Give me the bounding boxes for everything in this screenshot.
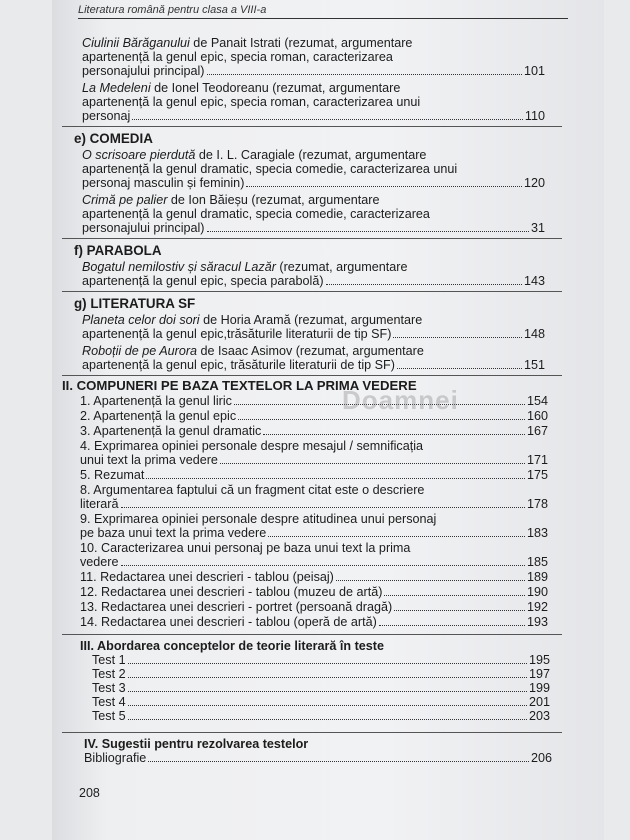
toc-line	[82, 327, 545, 341]
toc-line-text: pe baza unui text la prima vedere	[80, 526, 267, 540]
toc-line	[92, 709, 550, 723]
toc-line: 9. Exprimarea opiniei personale despre atitudinea unui personaj	[80, 512, 437, 526]
toc-line-text: literară	[80, 497, 119, 511]
page-number: 208	[79, 786, 100, 800]
toc-line-text: apartenență la genul epic, trăsăturile literaturii de tip SF)	[82, 358, 395, 372]
dot-leader	[128, 682, 527, 692]
page-ref: 192	[526, 600, 548, 614]
page-ref: 160	[526, 409, 548, 423]
toc-line: 8. Argumentarea faptului că un fragment citat este o descriere	[80, 483, 425, 497]
toc-line-text: apartenență la genul epic,trăsăturile literaturii de tip SF)	[82, 327, 392, 341]
toc-line	[84, 751, 552, 765]
toc-line	[92, 667, 550, 681]
toc-line-text: Test 1	[92, 653, 126, 667]
page-ref: 190	[526, 585, 548, 599]
toc-line	[82, 176, 545, 190]
toc-line	[80, 570, 548, 584]
work-title: Bogatul nemilostiv și săracul Lazăr	[82, 260, 276, 274]
toc-line	[82, 260, 604, 274]
toc-entry	[52, 394, 604, 408]
toc-entry	[52, 615, 604, 629]
toc-entry	[52, 424, 604, 438]
running-header: Literatura română pentru clasa a VIII-a	[78, 4, 568, 19]
author-text: (rezumat, argumentare	[275, 260, 408, 274]
toc-line	[92, 695, 550, 709]
toc-entry	[52, 468, 604, 482]
toc-line-text: vedere	[80, 555, 119, 569]
dot-leader	[246, 177, 522, 187]
page-ref: 171	[526, 453, 548, 467]
page-ref: 101	[523, 64, 545, 78]
toc-line	[80, 409, 548, 423]
table-of-contents	[52, 36, 604, 765]
section-heading-block	[52, 131, 604, 146]
section-heading: III. Abordarea conceptelor de teorie literară în teste	[80, 639, 384, 653]
dot-leader	[393, 328, 522, 338]
toc-line	[92, 653, 550, 667]
author-text: de Panait Istrati (rezumat, argumentare	[189, 36, 413, 50]
dot-leader	[263, 425, 525, 435]
section-heading-block	[52, 378, 604, 393]
dot-leader	[121, 556, 525, 566]
page-ref: 148	[523, 327, 545, 341]
toc-line	[80, 600, 548, 614]
toc-line	[82, 109, 545, 123]
section-divider	[62, 238, 562, 239]
toc-entry	[52, 409, 604, 423]
work-title: Crimă pe palier	[82, 193, 168, 207]
toc-line-text: 13. Redactarea unei descrieri - portret (persoană dragă)	[80, 600, 393, 614]
toc-line	[92, 681, 550, 695]
page-ref: 151	[523, 358, 545, 372]
dot-leader	[132, 110, 523, 120]
page-ref: 193	[526, 615, 548, 629]
page-ref: 195	[528, 653, 550, 667]
page-ref: 31	[530, 221, 545, 235]
watermark: Doamnei	[342, 385, 459, 415]
toc-line-text: personajului principal)	[82, 64, 205, 78]
toc-line	[82, 313, 604, 327]
work-title: O scrisoare pierdută	[82, 148, 196, 162]
section-divider	[62, 291, 562, 292]
toc-line	[82, 36, 604, 50]
work-title: Planeta celor doi sori	[82, 313, 200, 327]
toc-line	[80, 615, 548, 629]
book-page	[52, 0, 604, 840]
section-heading: II. COMPUNERI PE BAZA TEXTELOR LA PRIMA VEDERE	[62, 378, 417, 393]
dot-leader	[394, 601, 525, 611]
author-text: de Ion Băieșu (rezumat, argumentare	[167, 193, 380, 207]
author-text: de Ionel Teodoreanu (rezumat, argumentare	[150, 81, 401, 95]
toc-line-text: 1. Apartenență la genul liric	[80, 394, 232, 408]
page-ref: 167	[526, 424, 548, 438]
dot-leader	[326, 275, 522, 285]
toc-line-text: unui text la prima vedere	[80, 453, 218, 467]
toc-line: apartenență la genul dramatic, specia comedie, caracterizarea	[82, 207, 430, 221]
page-ref: 178	[526, 497, 548, 511]
page-ref: 185	[526, 555, 548, 569]
page-ref: 154	[526, 394, 548, 408]
toc-line: apartenență la genul epic, specia roman, caracterizarea unui	[82, 95, 421, 109]
dot-leader	[128, 696, 527, 706]
toc-entry	[52, 148, 604, 190]
section-divider	[62, 732, 562, 733]
dot-leader	[146, 469, 525, 479]
section-heading-block	[52, 296, 604, 311]
toc-entry	[52, 439, 604, 467]
section-heading: e) COMEDIA	[74, 131, 153, 146]
dot-leader	[384, 586, 525, 596]
toc-line	[80, 453, 548, 467]
toc-line	[80, 468, 548, 482]
page-ref: 197	[528, 667, 550, 681]
page-ref: 199	[528, 681, 550, 695]
page-ref: 203	[528, 709, 550, 723]
toc-entry	[52, 600, 604, 614]
toc-line	[82, 274, 545, 288]
toc-line: apartenență la genul epic, specia roman, caracterizarea	[82, 50, 393, 64]
page-ref: 183	[526, 526, 548, 540]
toc-line	[82, 64, 545, 78]
section-heading-block	[52, 243, 604, 258]
section-heading: IV. Sugestii pentru rezolvarea testelor	[84, 737, 309, 751]
toc-line: apartenență la genul dramatic, specia comedie, caracterizarea unui	[82, 162, 458, 176]
dot-leader	[148, 752, 529, 762]
toc-line-text: Bibliografie	[84, 751, 147, 765]
page-ref: 143	[523, 274, 545, 288]
work-title: La Medeleni	[82, 81, 151, 95]
dot-leader	[220, 454, 525, 464]
section-divider	[62, 375, 562, 376]
toc-line	[82, 358, 545, 372]
page-ref: 189	[526, 570, 548, 584]
toc-line-text: Test 5	[92, 709, 126, 723]
section-heading: g) LITERATURA SF	[74, 296, 196, 311]
toc-line-text: Test 2	[92, 667, 126, 681]
page-ref: 175	[526, 468, 548, 482]
toc-line-text: 12. Redactarea unei descrieri - tablou (muzeu de artă)	[80, 585, 383, 599]
section-divider	[62, 634, 562, 635]
section-divider	[62, 126, 562, 127]
toc-line-text: personajului principal)	[82, 221, 205, 235]
author-text: de Isaac Asimov (rezumat, argumentare	[197, 344, 424, 358]
dot-leader	[397, 359, 522, 369]
toc-line	[82, 221, 545, 235]
toc-line-text: 11. Redactarea unei descrieri - tablou (peisaj)	[80, 570, 334, 584]
toc-entry	[52, 512, 604, 540]
dot-leader	[207, 65, 522, 75]
dot-leader	[268, 527, 525, 537]
toc-entry	[52, 344, 604, 372]
section-heading-block	[52, 737, 604, 751]
author-text: de Horia Aramă (rezumat, argumentare	[199, 313, 423, 327]
toc-line: 4. Exprimarea opiniei personale despre mesajul / semnificația	[80, 439, 424, 453]
toc-entry	[52, 81, 604, 123]
toc-line-text: Test 4	[92, 695, 126, 709]
dot-leader	[336, 571, 525, 581]
toc-line	[80, 526, 548, 540]
dot-leader	[128, 654, 527, 664]
toc-line	[80, 555, 548, 569]
toc-line-text: 5. Rezumat	[80, 468, 145, 482]
toc-line	[82, 81, 604, 95]
work-title: Ciulinii Bărăganului	[82, 36, 190, 50]
dot-leader	[379, 616, 525, 626]
toc-line	[82, 148, 604, 162]
toc-entry	[52, 260, 604, 288]
toc-line-text: personaj masculin și feminin)	[82, 176, 245, 190]
toc-entry	[52, 541, 604, 569]
toc-entry	[52, 483, 604, 511]
toc-line-text: Test 3	[92, 681, 126, 695]
toc-line	[80, 497, 548, 511]
dot-leader	[207, 222, 529, 232]
work-title: Roboții de pe Aurora	[82, 344, 198, 358]
toc-entry	[52, 313, 604, 341]
section-heading: f) PARABOLA	[74, 243, 162, 258]
toc-entry	[52, 36, 604, 78]
section-heading-block	[52, 639, 604, 653]
toc-line	[80, 424, 548, 438]
toc-line-text: personaj	[82, 109, 131, 123]
toc-entry	[52, 585, 604, 599]
toc-line	[80, 394, 548, 408]
toc-line	[80, 585, 548, 599]
page-ref: 201	[528, 695, 550, 709]
toc-line-text: apartenență la genul epic, specia parabolă)	[82, 274, 324, 288]
toc-line	[82, 344, 604, 358]
page-ref: 206	[530, 751, 552, 765]
page-ref: 110	[524, 109, 545, 123]
toc-line	[82, 193, 604, 207]
toc-line-text: 3. Apartenență la genul dramatic	[80, 424, 262, 438]
dot-leader	[128, 710, 527, 720]
page-ref: 120	[523, 176, 545, 190]
toc-line-text: 14. Redactarea unei descrieri - tablou (operă de artă)	[80, 615, 377, 629]
toc-line-text: 2. Apartenență la genul epic	[80, 409, 237, 423]
toc-entry	[52, 193, 604, 235]
dot-leader	[121, 498, 525, 508]
toc-entry	[52, 570, 604, 584]
author-text: de I. L. Caragiale (rezumat, argumentare	[195, 148, 427, 162]
dot-leader	[128, 668, 527, 678]
toc-line: 10. Caracterizarea unui personaj pe baza unui text la prima	[80, 541, 411, 555]
